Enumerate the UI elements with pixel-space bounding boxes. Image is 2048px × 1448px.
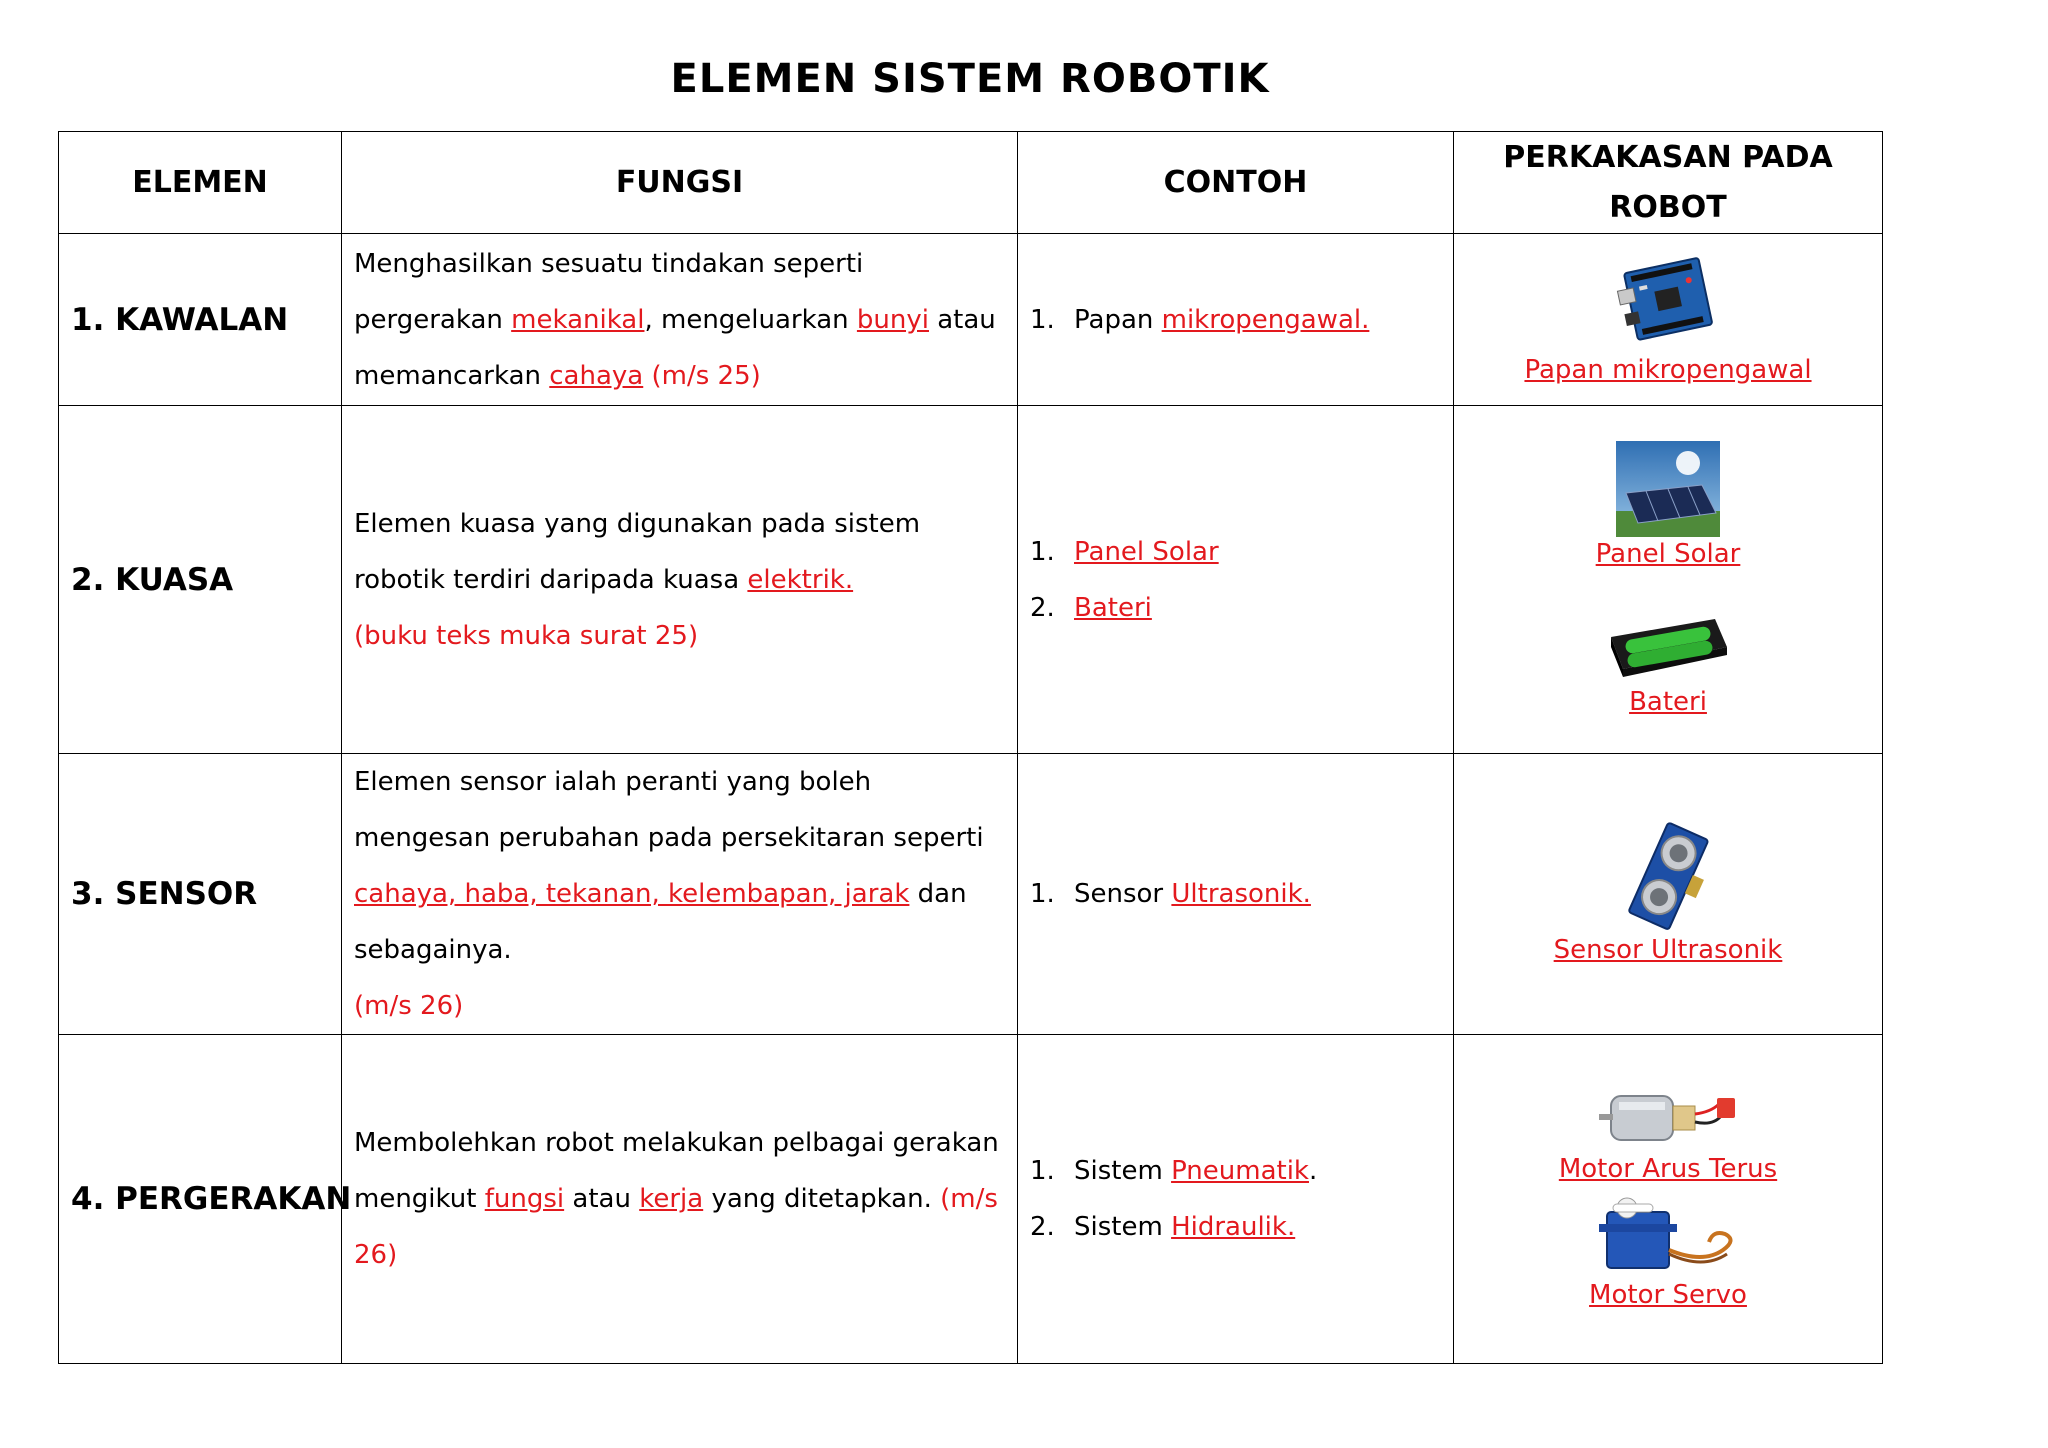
hardware-caption[interactable]: Papan mikropengawal [1524,354,1812,385]
hardware-cell [1454,1035,1883,1364]
header-perkakasan-line1: PERKAKASAN PADA [1503,139,1833,175]
fungsi-cell [342,234,1018,406]
ultrasonic-sensor-icon [1616,821,1720,933]
keyword-link[interactable]: elektrik. [747,564,854,595]
fungsi-text: , mengeluarkan [644,304,857,335]
list-text: Sistem [1074,1156,1172,1186]
elemen-cell: 1. KAWALAN [59,234,342,406]
contoh-list [1030,524,1453,636]
keyword-link[interactable]: cahaya [549,360,644,391]
contoh-list [1030,1143,1453,1255]
robotic-elements-table [58,131,1883,1364]
hardware-caption[interactable]: Bateri [1629,686,1707,717]
table-row [59,1035,1883,1364]
table-row [59,754,1883,1035]
page-reference: (m/s 25) [643,360,761,391]
hardware-cell [1454,754,1883,1035]
keyword-link[interactable]: Pneumatik [1171,1156,1309,1186]
hardware-item [1454,1086,1882,1186]
fungsi-text: atau memancarkan [354,304,996,391]
hardware-caption[interactable]: Panel Solar [1595,538,1741,569]
list-number: 2. [1030,592,1055,623]
fungsi-cell [342,1035,1018,1364]
contoh-cell [1018,754,1454,1035]
servo-motor-icon [1593,1194,1743,1278]
hardware-caption[interactable]: Motor Arus Terus [1558,1154,1778,1184]
hardware-caption[interactable]: Motor Servo [1589,1280,1747,1310]
keyword-link[interactable]: mekanikal [511,304,645,335]
elemen-cell: 2. KUASA [59,406,342,754]
hardware-item [1454,821,1882,967]
header-fungsi: FUNGSI [342,132,1018,234]
contoh-cell [1018,234,1454,406]
fungsi-cell [342,406,1018,754]
keyword-link[interactable]: Ultrasonik. [1171,879,1311,909]
microcontroller-board-icon [1613,253,1723,353]
hardware-item [1454,1194,1882,1312]
keyword-link[interactable]: kerja [639,1184,704,1214]
fungsi-text: dan sebagainya. [354,879,967,965]
elemen-cell: 4. PERGERAKAN [59,1035,342,1364]
list-number: 2. [1030,1212,1055,1242]
list-text: Papan [1074,304,1162,335]
list-number: 1. [1030,879,1055,909]
hardware-item [1454,253,1882,387]
keyword-link[interactable]: Hidraulik. [1171,1212,1296,1242]
hardware-item [1454,441,1882,571]
keyword-link[interactable]: Panel Solar [1074,536,1219,567]
contoh-cell [1018,406,1454,754]
header-contoh: CONTOH [1018,132,1454,234]
battery-icon [1603,607,1733,685]
table-row [59,406,1883,754]
keyword-link[interactable]: mikropengawal. [1161,304,1370,335]
fungsi-text: yang ditetapkan. [703,1184,932,1214]
keyword-link[interactable]: fungsi [484,1184,565,1214]
hardware-item [1454,607,1882,719]
fungsi-text: atau [564,1184,640,1214]
hardware-caption[interactable]: Sensor Ultrasonik [1553,935,1783,965]
contoh-list [1030,292,1453,348]
dc-motor-icon [1593,1086,1743,1152]
elemen-cell: 3. SENSOR [59,754,342,1035]
list-number: 1. [1030,304,1055,335]
table-row [59,234,1883,406]
fungsi-text: Menghasilkan sesuatu tindakan seperti pergerakan [354,248,864,335]
header-perkakasan [1454,132,1883,234]
list-item [1030,292,1453,348]
list-item [1030,580,1453,636]
list-item [1030,524,1453,580]
list-text: . [1308,1156,1318,1186]
list-item [1030,1143,1453,1199]
header-perkakasan-line2: ROBOT [1609,189,1727,225]
hardware-cell [1454,406,1883,754]
list-item [1030,1199,1453,1255]
hardware-cell [1454,234,1883,406]
fungsi-text: Elemen kuasa yang digunakan pada sistem robotik terdiri daripada kuasa [354,508,921,595]
list-number: 1. [1030,1156,1055,1186]
solar-panel-icon [1616,441,1720,537]
table-header-row [59,132,1883,234]
page-reference: (buku teks muka surat 25) [354,620,699,651]
fungsi-text: Membolehkan robot melakukan pelbagai gerakan mengikut [354,1128,999,1214]
fungsi-text: Elemen sensor ialah peranti yang boleh mengesan perubahan pada persekitaran seperti [354,767,984,853]
contoh-list [1030,866,1453,922]
list-number: 1. [1030,536,1055,567]
list-text: Sistem [1074,1212,1172,1242]
keyword-link[interactable]: cahaya, haba, tekanan, kelembapan, jarak [354,879,910,909]
header-elemen: ELEMEN [59,132,342,234]
list-text: Sensor [1074,879,1172,909]
list-item [1030,866,1453,922]
keyword-link[interactable]: Bateri [1074,592,1152,623]
contoh-cell [1018,1035,1454,1364]
page-reference: (m/s 26) [354,991,464,1021]
keyword-link[interactable]: bunyi [856,304,929,335]
page-title: ELEMEN SISTEM ROBOTIK [670,56,1270,102]
fungsi-cell [342,754,1018,1035]
page-reference: (m/s 26) [354,1184,998,1270]
